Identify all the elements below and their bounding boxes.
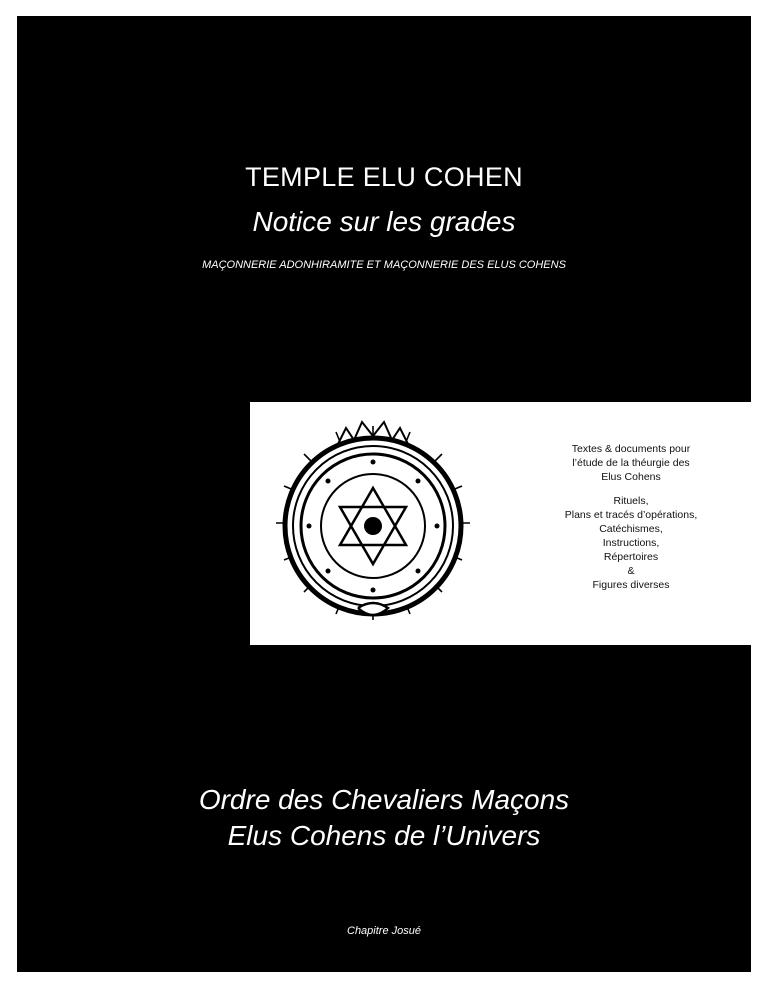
panel-item: & <box>627 565 635 577</box>
panel-text <box>542 442 720 592</box>
panel-intro-line: Elus Cohens <box>601 471 661 483</box>
panel-intro-line: Textes & documents pour <box>571 443 691 455</box>
panel-item: Figures diverses <box>592 579 670 591</box>
panel-item: Rituels, <box>613 495 649 507</box>
order-line-2: Elus Cohens de l’Univers <box>227 820 541 851</box>
elu-cohen-emblem-icon <box>258 408 488 638</box>
illustration-panel <box>250 402 751 645</box>
panel-intro <box>542 442 720 484</box>
cover-tagline: MAÇONNERIE ADONHIRAMITE ET MAÇONNERIE DES ELUS COHENS <box>202 259 566 271</box>
panel-item: Catéchismes, <box>599 523 663 535</box>
chapter-name: Chapitre Josué <box>347 925 421 937</box>
panel-item: Répertoires <box>603 551 659 563</box>
cover-page <box>17 16 751 972</box>
order-name <box>17 782 751 854</box>
panel-intro-line: l’étude de la théurgie des <box>572 457 690 469</box>
cover-title: TEMPLE ELU COHEN <box>245 162 523 192</box>
order-line-1: Ordre des Chevaliers Maçons <box>198 784 570 815</box>
cover-subtitle: Notice sur les grades <box>252 206 516 237</box>
panel-item: Plans et tracés d’opérations, <box>564 509 698 521</box>
panel-item: Instructions, <box>602 537 660 549</box>
